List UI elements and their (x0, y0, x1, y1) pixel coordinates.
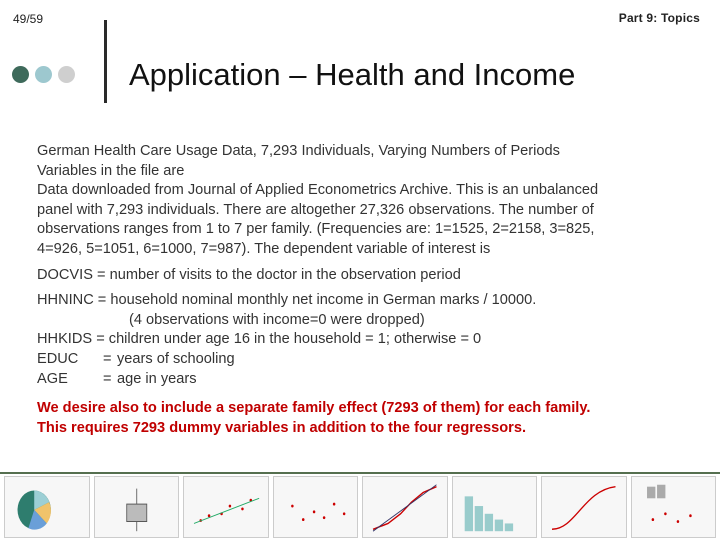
variables-intro: Variables in the file are (37, 162, 185, 179)
equals-sign: = (103, 370, 112, 387)
para-line: Data downloaded from Journal of Applied Econometrics Archive. This is an unbalanced (37, 182, 599, 199)
dot-dark (12, 66, 29, 83)
thumbnail-pie (4, 476, 90, 538)
age-definition (37, 370, 697, 390)
thumbnail-scatter (273, 476, 359, 538)
hhninc-note: (4 observations with income=0 were dropped) (129, 311, 425, 328)
para-line: 4=926, 5=1051, 6=1000, 7=987). The dependent variable of interest is (37, 240, 491, 257)
emphasis-line: We desire also to include a separate family effect (7293 of them) for each family. (37, 400, 591, 417)
thumbnail-strip (0, 476, 720, 540)
decorative-dots (12, 66, 75, 84)
dot-light (35, 66, 52, 83)
thumbnail-histogram (452, 476, 538, 538)
title-divider (104, 20, 107, 103)
variable-description: years of schooling (117, 350, 235, 367)
thumbnail-scatter (631, 476, 717, 538)
educ-definition (37, 350, 697, 370)
part-label: Part 9: Topics (618, 11, 700, 25)
slide-body (37, 142, 697, 438)
thumbnail-scatter (183, 476, 269, 538)
slide-title: Application – Health and Income (129, 57, 576, 92)
variable-description: age in years (117, 370, 197, 387)
footer-rule (0, 472, 720, 474)
variable-name: AGE (37, 370, 68, 387)
variable-name: EDUC (37, 350, 79, 367)
equals-sign: = (103, 350, 112, 367)
dot-gray (58, 66, 75, 83)
para-line: observations ranges from 1 to 7 per family. (Frequencies are: 1=1525, 2=2158, 3=825, (37, 221, 595, 238)
thumbnail-curve (541, 476, 627, 538)
para-line: panel with 7,293 individuals. There are altogether 27,326 observations. The number of (37, 201, 594, 218)
data-description: German Health Care Usage Data, 7,293 Individuals, Varying Numbers of Periods (37, 143, 560, 159)
docvis-definition: DOCVIS = number of visits to the doctor in the observation period (37, 266, 461, 283)
thumbnail-probability-plot (362, 476, 448, 538)
page-counter: 49/59 (13, 12, 44, 26)
hhkids-definition: HHKIDS = children under age 16 in the household = 1; otherwise = 0 (37, 331, 482, 348)
emphasis-line: This requires 7293 dummy variables in addition to the four regressors. (37, 419, 527, 436)
thumbnail-boxplot (94, 476, 180, 538)
hhninc-definition: HHNINC = household nominal monthly net income in German marks / 10000. (37, 292, 537, 309)
